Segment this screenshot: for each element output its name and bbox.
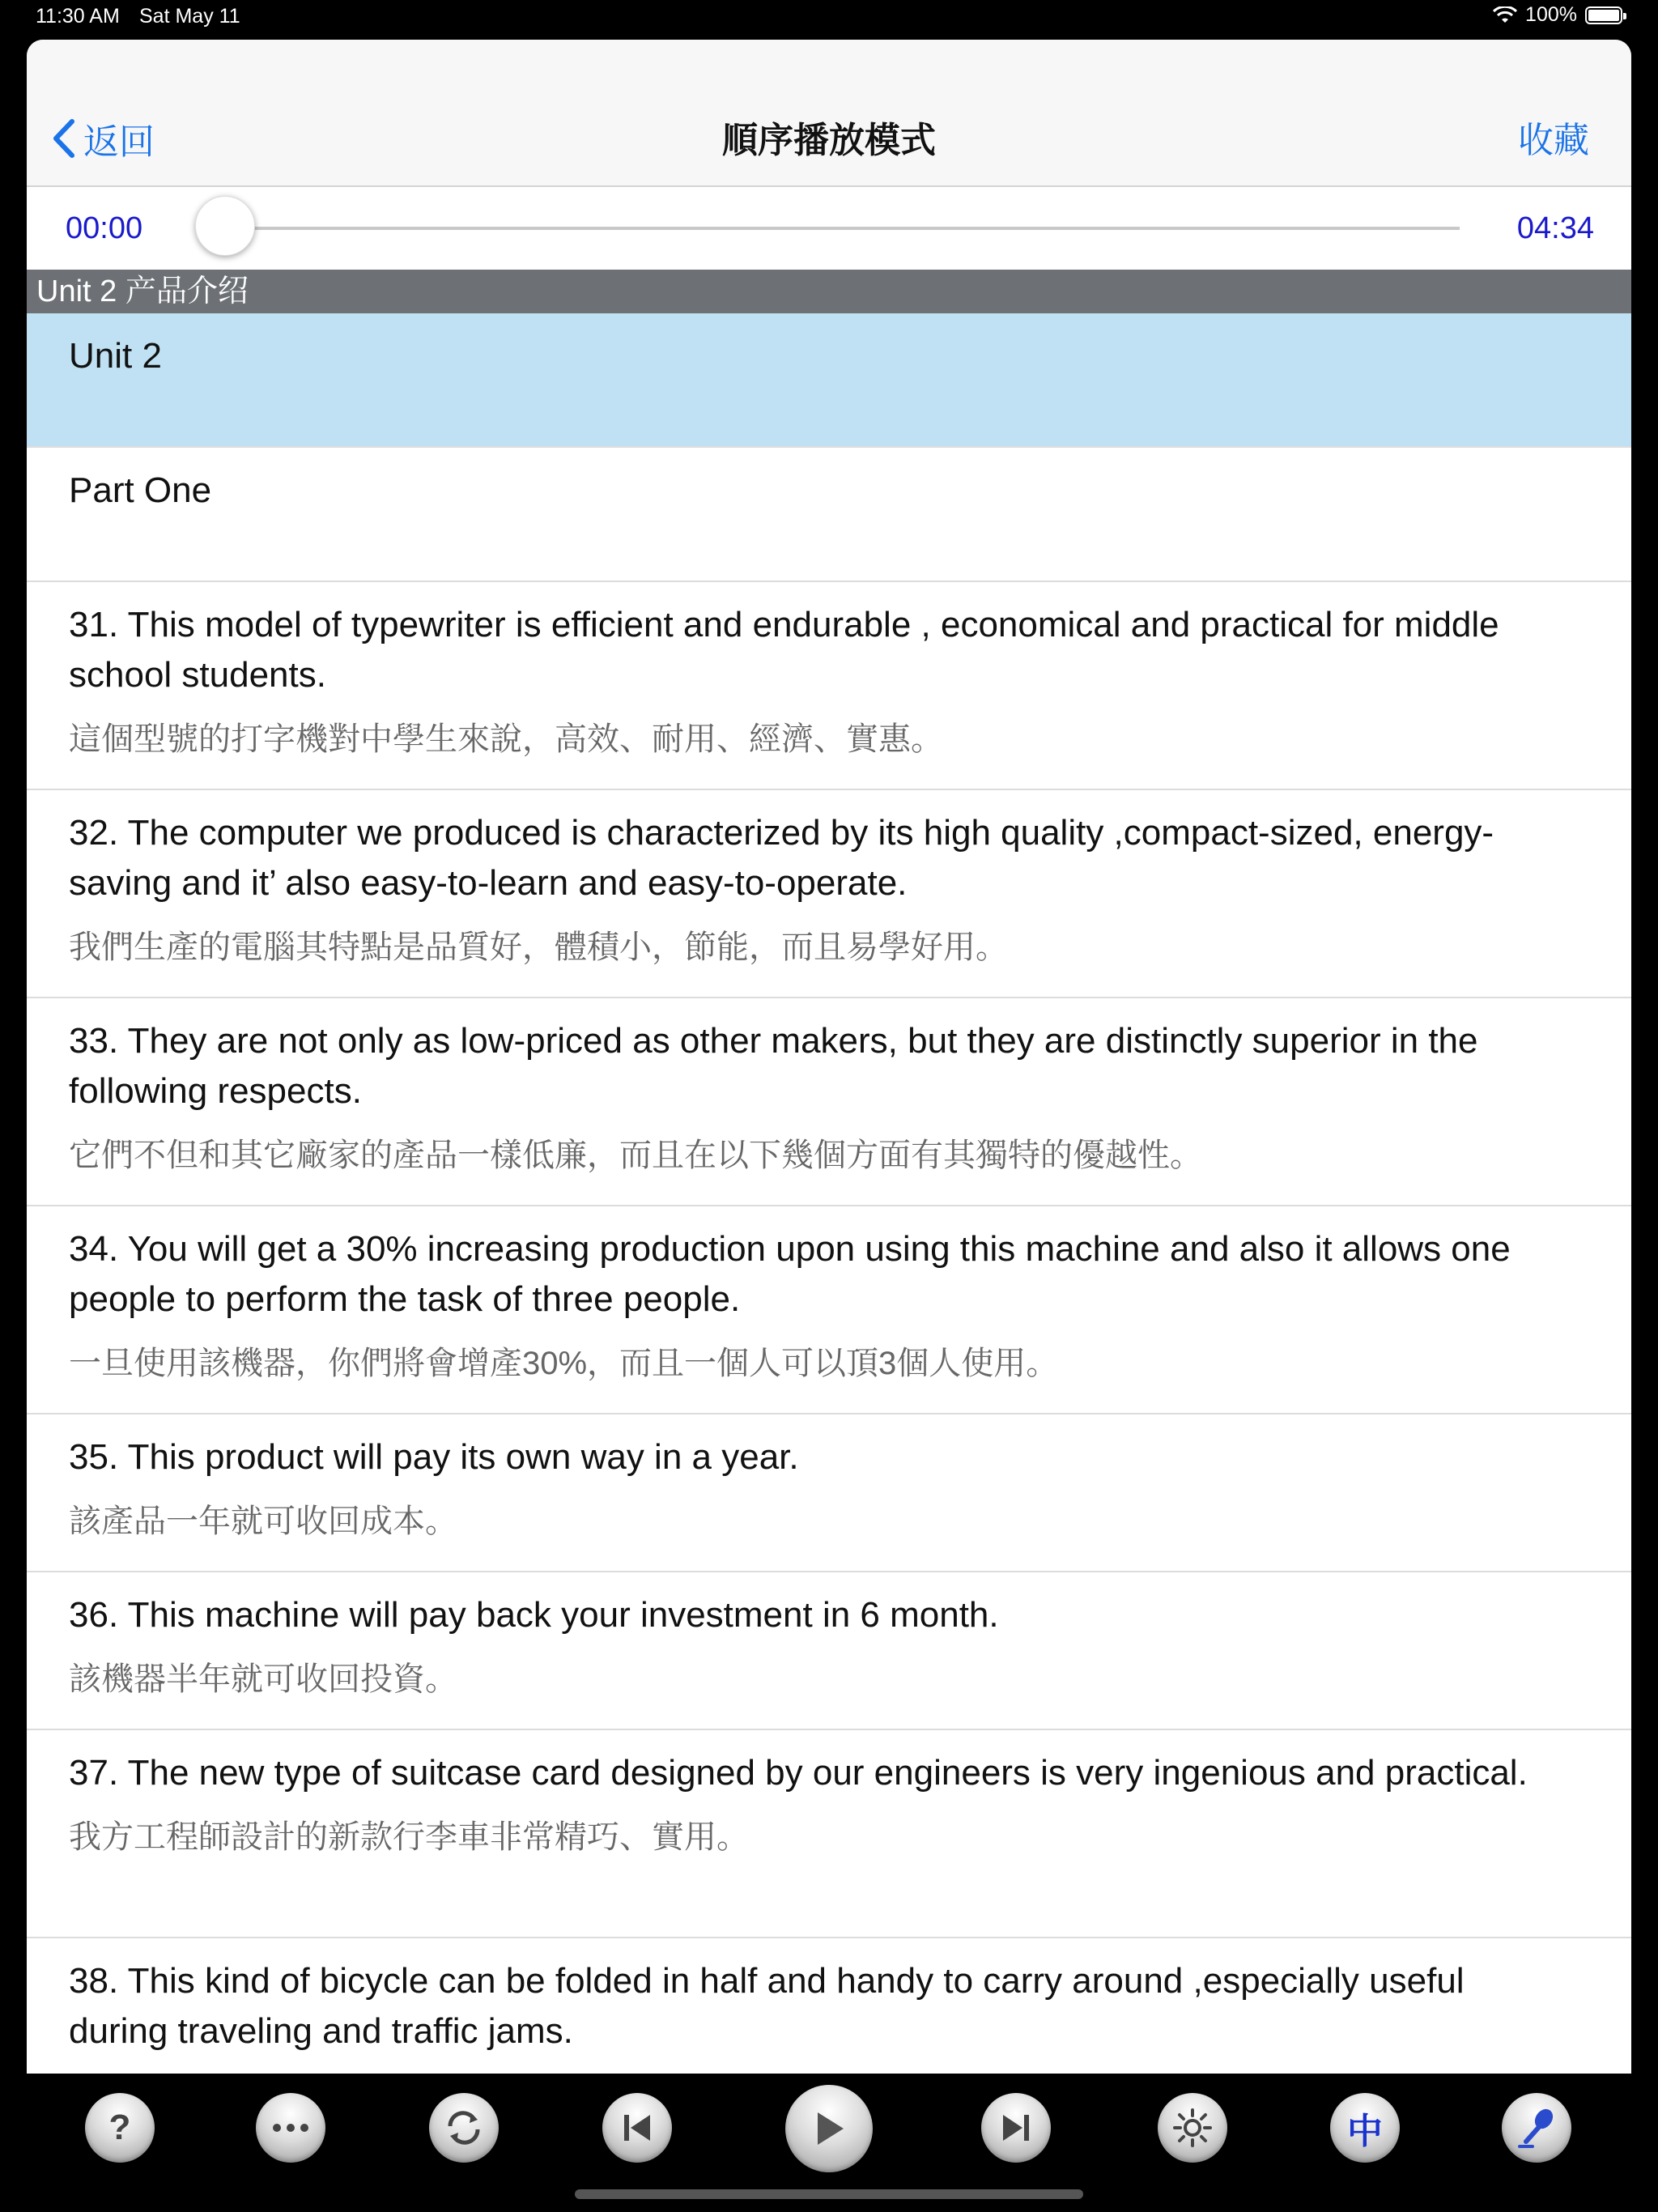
navigation-bar <box>27 40 1631 187</box>
repeat-button[interactable] <box>429 2093 499 2163</box>
status-time: 11:30 AM <box>36 5 120 28</box>
sentence-chinese: 該機器半年就可收回投資。 <box>69 1661 457 1697</box>
sentence-english: 32. The computer we produced is characterized by its high quality ,compact-sized, energy-saving and it’ also easy-to-learn and easy-to-operate. <box>69 813 1494 903</box>
sentence-chinese: 我們生產的電腦其特點是品質好，體積小，節能，而且易學好用。 <box>69 929 1008 965</box>
progress-track[interactable] <box>227 227 1460 230</box>
sentence-english: 31. This model of typewriter is efficient and endurable , economical and practical for middle school students. <box>69 605 1499 695</box>
back-label: 返回 <box>83 122 155 162</box>
next-icon <box>1000 2113 1032 2142</box>
language-icon: 中 <box>1347 2112 1383 2151</box>
page-title: 順序播放模式 <box>722 121 936 160</box>
brightness-button[interactable] <box>1158 2093 1227 2163</box>
help-button[interactable] <box>85 2093 155 2163</box>
sentence-english: 33. They are not only as low-priced as other makers, but they are distinctly superior in the following respects. <box>69 1021 1478 1111</box>
status-bar <box>0 0 1658 37</box>
favorite-button[interactable]: 收藏 <box>1518 121 1589 160</box>
sentence-chinese: 我方工程師設計的新款行李車非常精巧、實用。 <box>69 1819 749 1855</box>
list-item[interactable] <box>27 1414 1631 1572</box>
list-item[interactable] <box>27 448 1631 582</box>
microphone-button[interactable] <box>1502 2093 1571 2163</box>
repeat-icon <box>444 2110 484 2146</box>
sentence-english: 37. The new type of suitcase card designed by our engineers is very ingenious and practical. <box>69 1753 1528 1793</box>
language-button[interactable] <box>1330 2093 1400 2163</box>
wifi-icon <box>1493 6 1517 24</box>
main-sheet <box>27 40 1631 2074</box>
list-item[interactable] <box>27 1730 1631 1938</box>
list-item[interactable] <box>27 1938 1631 2074</box>
list-item[interactable] <box>27 1572 1631 1730</box>
sentence-english: 36. This machine will pay back your investment in 6 month. <box>69 1595 999 1635</box>
total-time: 04:34 <box>1516 211 1594 245</box>
progress-slider-thumb[interactable] <box>195 196 255 256</box>
sentence-chinese: 這個型號的打字機對中學生來說，高效、耐用、經濟、實惠。 <box>69 721 943 757</box>
more-icon <box>272 2123 309 2133</box>
status-right <box>1493 3 1622 27</box>
more-button[interactable] <box>256 2093 325 2163</box>
sentence-list[interactable] <box>27 313 1631 2074</box>
list-item[interactable] <box>27 1206 1631 1414</box>
sentence-english: 38. This kind of bicycle can be folded in half and handy to carry around ,especially useful during traveling and traffic jams. <box>69 1961 1465 2051</box>
play-button[interactable] <box>785 2085 873 2172</box>
help-icon: ? <box>108 2108 131 2147</box>
list-item[interactable] <box>27 998 1631 1206</box>
list-item[interactable] <box>27 790 1631 998</box>
microphone-icon <box>1515 2106 1558 2150</box>
list-item[interactable] <box>27 313 1631 448</box>
battery-icon <box>1585 6 1622 24</box>
list-item[interactable] <box>27 582 1631 790</box>
status-date: Sat May 11 <box>139 5 240 28</box>
sentence-chinese: 該產品一年就可收回成本。 <box>69 1504 457 1539</box>
play-icon <box>813 2111 845 2146</box>
battery-percent: 100% <box>1525 3 1577 26</box>
sentence-english: 35. This product will pay its own way in a year. <box>69 1437 799 1477</box>
next-button[interactable] <box>981 2093 1051 2163</box>
sentence-chinese: 它們不但和其它廠家的產品一樣低廉，而且在以下幾個方面有其獨特的優越性。 <box>69 1138 1202 1173</box>
sentence-english: 34. You will get a 30% increasing production upon using this machine and also it allows one people to perform the task of three people. <box>69 1229 1511 1319</box>
sentence-english: Unit 2 <box>69 336 162 376</box>
sentence-english: Part One <box>69 470 212 510</box>
current-time: 00:00 <box>66 211 143 245</box>
section-header: Unit 2 产品介绍 <box>27 270 1631 313</box>
sentence-chinese: 一旦使用該機器，你們將會增產30%，而且一個人可以頂3個人使用。 <box>69 1346 1059 1381</box>
previous-icon <box>621 2113 653 2142</box>
previous-button[interactable] <box>602 2093 672 2163</box>
battery-fill <box>1588 10 1619 21</box>
home-indicator <box>575 2189 1083 2199</box>
brightness-icon <box>1172 2108 1213 2148</box>
